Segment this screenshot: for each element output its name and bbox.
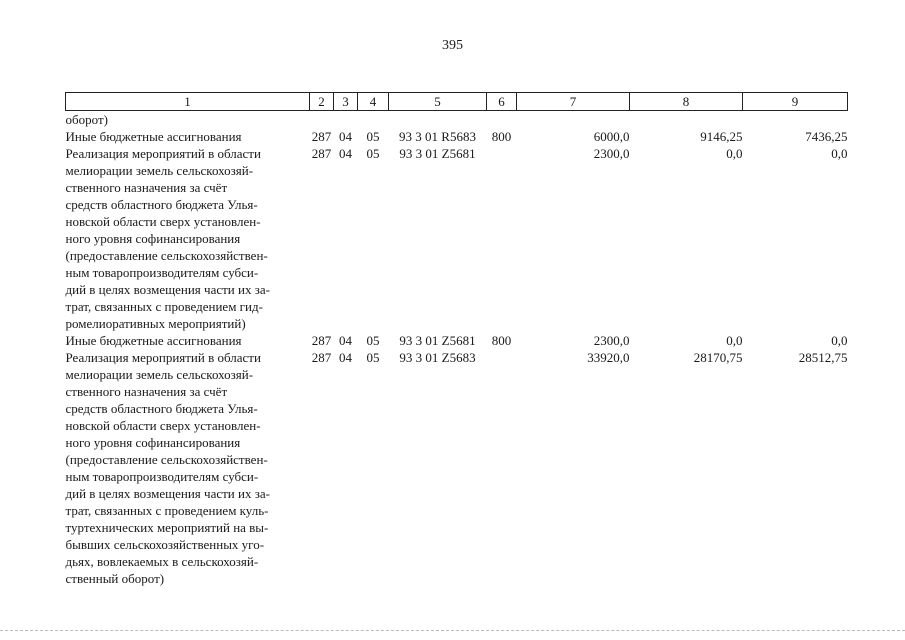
row-name-line: трат, связанных с проведением гид- [65,299,263,314]
expense-type-code: 800 [491,129,512,144]
subsection-code: 05 [366,146,380,161]
header-cell-1: 1 [66,93,310,111]
chapter-code: 287 [311,350,332,365]
target-article-code: 93 3 01 Z5683 [399,350,476,365]
row-name-line: ным товаропроизводителям субси- [65,265,259,280]
row-name-cell [66,349,310,587]
row-name-line: ромелиоративных мероприятий) [65,316,246,331]
chapter-code: 287 [311,129,332,144]
row-name-line: Реализация мероприятий в области [65,350,261,365]
continuation-row [66,111,848,129]
continuation-text: оборот) [65,112,108,127]
section-code: 04 [339,333,352,348]
target-article-code: 93 3 01 R5683 [399,129,476,144]
row-name-line: дий в целях возмещения части их за- [65,486,270,501]
table-row [66,332,848,349]
expense-type-code [487,349,517,587]
amount-col-7: 33920,0 [587,350,630,365]
expense-type-code [487,145,517,332]
budget-table [65,92,848,587]
table-row [66,349,848,587]
row-name-cell [66,128,310,145]
target-article-code: 93 3 01 Z5681 [399,333,476,348]
page-bottom-edge [0,630,905,631]
header-cell-5: 5 [389,93,487,111]
amount-col-9: 7436,25 [805,129,848,144]
table-row [66,128,848,145]
row-name-line: мелиорации земель сельскохозяй- [65,163,254,178]
header-cell-9: 9 [743,93,848,111]
header-cell-8: 8 [630,93,743,111]
row-name-line: дьях, вовлекаемых в сельскохозяй- [65,554,259,569]
chapter-code: 287 [311,333,332,348]
amount-col-7: 2300,0 [593,146,630,161]
table-header-row [66,93,848,111]
header-cell-2: 2 [310,93,334,111]
row-name-line: бывших сельскохозяйственных уго- [65,537,265,552]
row-name-line: ного уровня софинансирования [65,435,241,450]
row-name-cell [66,145,310,332]
section-code: 04 [339,129,352,144]
section-code: 04 [339,146,352,161]
target-article-code: 93 3 01 Z5681 [399,146,476,161]
row-name-line: ного уровня софинансирования [65,231,241,246]
row-name-line: мелиорации земель сельскохозяй- [65,367,254,382]
header-cell-3: 3 [334,93,358,111]
header-cell-4: 4 [358,93,389,111]
subsection-code: 05 [366,350,380,365]
row-name-line: трат, связанных с проведением куль- [65,503,269,518]
amount-col-8: 0,0 [726,146,743,161]
header-cell-6: 6 [487,93,517,111]
amount-col-8: 28170,75 [693,350,743,365]
row-name-line: ственный оборот) [65,571,165,586]
row-name-line: дий в целях возмещения части их за- [65,282,270,297]
row-name-line: туртехнических мероприятий на вы- [65,520,269,535]
row-name-line: средств областного бюджета Улья- [65,197,258,212]
chapter-code: 287 [311,146,332,161]
row-name-line: новской области сверх установлен- [65,214,261,229]
row-name-line: ным товаропроизводителям субси- [65,469,259,484]
table-body [66,111,848,588]
row-name-line: Реализация мероприятий в области [65,146,261,161]
page-number: 395 [442,38,463,53]
row-name-line: новской области сверх установлен- [65,418,261,433]
row-name-line: (предоставление сельскохозяйствен- [65,452,268,467]
amount-col-8: 9146,25 [700,129,743,144]
section-code: 04 [339,350,352,365]
row-name-cell [66,332,310,349]
expense-type-code: 800 [491,333,512,348]
amount-col-8: 0,0 [726,333,743,348]
amount-col-9: 28512,75 [798,350,848,365]
amount-col-7: 6000,0 [593,129,630,144]
row-name-line: ственного назначения за счёт [65,180,228,195]
amount-col-7: 2300,0 [593,333,630,348]
row-name-line: средств областного бюджета Улья- [65,401,258,416]
amount-col-9: 0,0 [831,333,848,348]
row-name-line: Иные бюджетные ассигнования [65,333,242,348]
row-name-line: (предоставление сельскохозяйствен- [65,248,268,263]
subsection-code: 05 [366,333,380,348]
amount-col-9: 0,0 [831,146,848,161]
row-name-line: Иные бюджетные ассигнования [65,129,242,144]
header-cell-7: 7 [517,93,630,111]
row-name-line: ственного назначения за счёт [65,384,228,399]
table-row [66,145,848,332]
subsection-code: 05 [366,129,380,144]
